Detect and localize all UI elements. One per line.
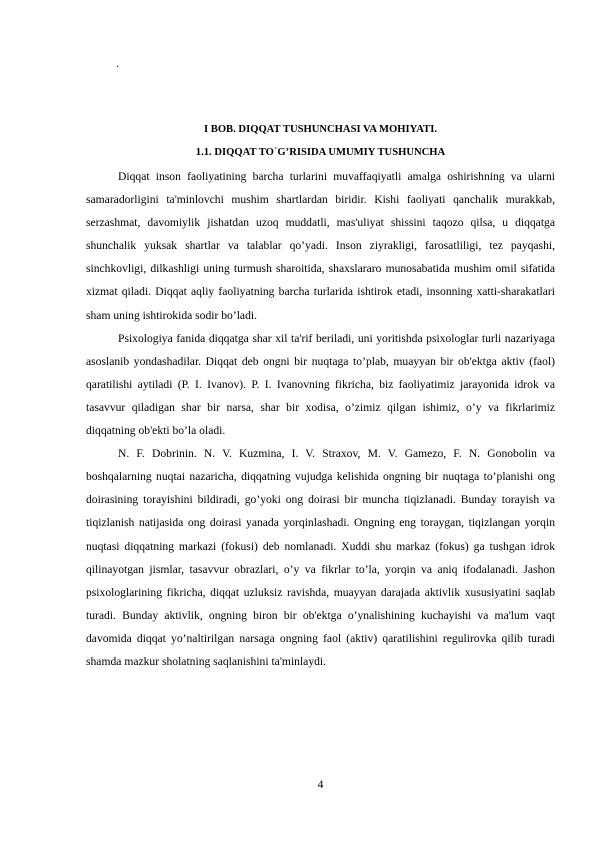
- body-text: [86, 165, 555, 673]
- page-number: 4: [317, 778, 324, 791]
- paragraph-3: N. F. Dobrinin. N. V. Kuzmina, I. V. Straxov, M. V. Gamezo, F. N. Gonobolin va boshqalarning nuqtai nazaricha, diqqatning vujudga kelishida ongning bir nuqtaga to’planishi ong doirasining torayishini bildiradi, go’yoki ong doirasi bir muncha tiqizlanadi. Bunday torayish va tiqizlanish natijasida ong doirasi yanada yorqinlashadi. Ongning eng toraygan, tiqizlangan yorqin nuqtasi diqqatning markazi (fokusi) deb nomlanadi. Xuddi shu markaz (fokus) ga tushgan idrok qilinayotgan jismlar, tasavvur obrazlari, o’y va fikrlar to’la, yorqin va aniq ifodalanadi. Jashon psixologlarining fikricha, diqqat uzluksiz ravishda, muayyan darajada aktivlik xususiyatini saqlab turadi. Bunday aktivlik, ongning biron bir ob'ektga o’ynalishining kuchayishi va ma'lum vaqt davomida diqqat yo’naltirilgan narsaga ongning faol (aktiv) qaratilishini regulirovka qilib turadi shamda mazkur sholatning saqlanishini ta'minlaydi.: [86, 447, 555, 668]
- section-title: 1.1. DIQQAT TO`G’RISIDA UMUMIY TUSHUNCHA: [195, 147, 446, 158]
- stray-dot-mark: .: [116, 56, 119, 70]
- paragraph-2: Psixologiya fanida diqqatga shar xil ta'rif beriladi, uni yoritishda psixologlar turli nazariyaga asoslanib yondashadilar. Diqqat deb ongni bir nuqtaga to’plab, muayyan bir ob'ektga aktiv (faol) qaratilishi aytiladi (P. I. Ivanov). P. I. Ivanovning fikricha, biz faoliyatimiz jarayonida idrok va tasavvur qiladigan shar bir narsa, shar bir xodisa, o’zimiz qilgan ishimiz, o’y va fikrlarimiz diqqatning ob'ekti bo’la oladi.: [86, 331, 555, 438]
- chapter-title: I BOB. DIQQAT TUSHUNCHASI VA MOHIYATI.: [203, 124, 438, 135]
- paragraph-1: Diqqat inson faoliyatining barcha turlarini muvaffaqiyatli amalga oshirishning va ularni samaradorligini ta'minlovchi mushim shartlardan biridir. Kishi faoliyati qanchalik murakkab, serzashmat, davomiylik jishatdan uzoq muddatli, mas'uliyat shissini taqozo qilsa, u diqqatga shunchalik yuksak shartlar va talablar qo’yadi. Inson ziyrakligi, farosatliligi, tez payqashi, sinchkovligi, dilkashligi uning turmush sharoitida, shaxslararo munosabatida mushim omil sifatida xizmat qiladi. Diqqat aqliy faoliyatning barcha turlarida ishtirok etadi, insonning xatti-sharakatlari sham uning ishtirokida sodir bo’ladi.: [86, 170, 555, 322]
